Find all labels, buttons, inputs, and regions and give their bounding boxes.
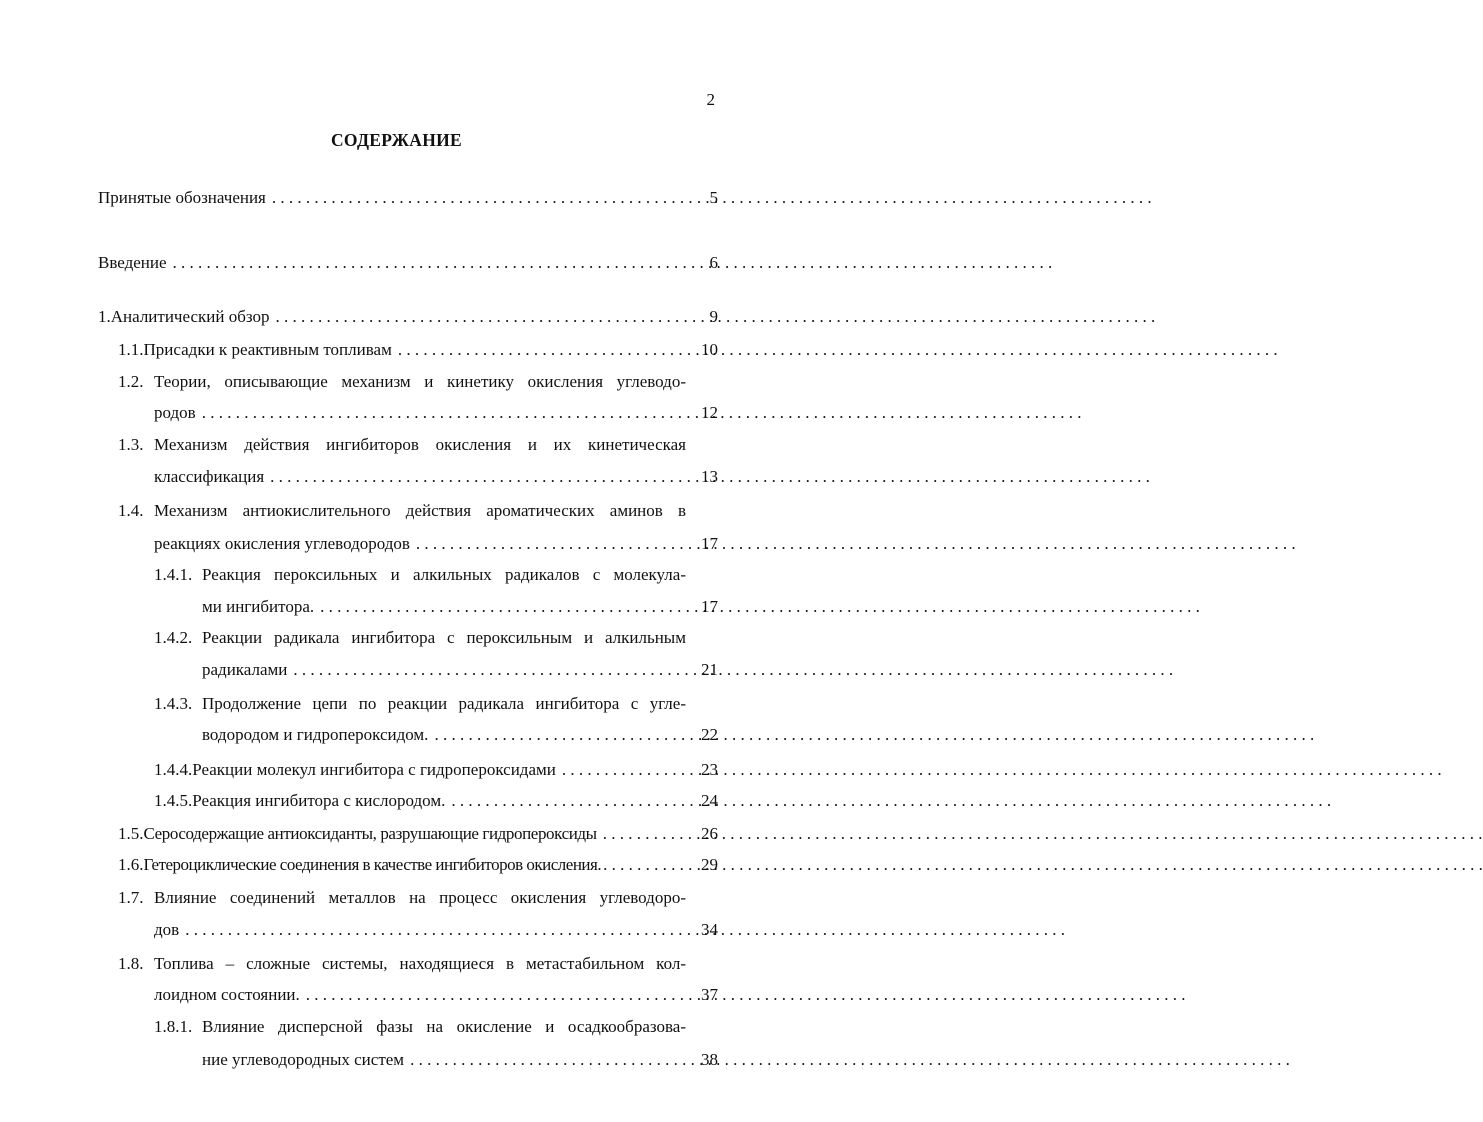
toc-entry-title-line2: реакциях окисления углеводородов	[154, 534, 410, 553]
toc-entry-title-line1: Продолжение цепи по реакции радикала ингибитора с угле-	[202, 694, 686, 713]
toc-entry-number: 1.8.1.	[154, 1017, 193, 1036]
toc-entry-number: 1.6.	[118, 855, 144, 874]
dot-leader	[266, 188, 688, 208]
toc-page-number: 29	[701, 855, 718, 874]
toc-entry-title: Реакция ингибитора с кислородом.	[192, 791, 446, 810]
toc-page-number: 24	[701, 791, 718, 810]
toc-entry-title-line1: Топлива – сложные системы, находящиеся в метастабильном кол-	[154, 954, 686, 973]
toc-page-number: 6	[709, 253, 718, 272]
toc-page-number: 17	[701, 597, 718, 616]
dot-leader	[179, 920, 688, 940]
toc-entry-title-line1: Влияние дисперсной фазы на окисление и осадкообразова-	[202, 1017, 686, 1036]
toc-page-number: 22	[701, 725, 718, 744]
dot-leader	[269, 307, 688, 327]
toc-page-number: 12	[701, 403, 718, 422]
dot-leader	[196, 403, 688, 423]
toc-page-number: 26	[701, 824, 718, 843]
toc-entry-title-line2: ми ингибитора.	[202, 597, 315, 616]
page-title: СОДЕРЖАНИЕ	[330, 130, 462, 150]
toc-entry-number: 1.4.5.	[154, 791, 193, 810]
toc-page-number: 9	[709, 307, 718, 326]
page-number: 2	[706, 90, 715, 109]
toc-entry-title: Принятые обозначения	[98, 188, 266, 207]
toc-page-number: 21	[701, 660, 718, 679]
toc-page-number: 37	[701, 985, 718, 1004]
dot-leader	[167, 253, 688, 273]
toc-page-number: 10	[701, 340, 718, 359]
toc-entry-title-line2: водородом и гидропероксидом.	[202, 725, 429, 744]
toc-entry-number: 1.	[98, 307, 111, 326]
toc-entry-title-line2: родов	[154, 403, 196, 422]
toc-entry-title: Введение	[98, 253, 167, 272]
toc-entry-number: 1.5.	[118, 824, 144, 843]
toc-entry-title-line1: Влияние соединений металлов на процесс окисления углеводоро-	[154, 888, 686, 907]
toc-entry-number: 1.3.	[118, 435, 144, 454]
toc-entry-title: Присадки к реактивным топливам	[143, 340, 392, 359]
toc-entry-title-line2: радикалами	[202, 660, 288, 679]
toc-entry-number: 1.4.2.	[154, 628, 193, 647]
toc-page-number: 5	[709, 188, 718, 207]
toc-entry-number: 1.4.3.	[154, 694, 193, 713]
dot-leader	[392, 340, 688, 360]
toc-entry-title: Реакции молекул ингибитора с гидропероксидами	[192, 760, 556, 779]
dot-leader	[300, 985, 688, 1005]
dot-leader	[556, 760, 688, 780]
toc-entry-title-line1: Реакции радикала ингибитора с пероксильным и алкильным	[202, 628, 686, 647]
toc-entry-title: Аналитический обзор	[110, 307, 270, 326]
toc-entry-title: Серосодержащие антиоксиданты, разрушающие гидропероксиды	[143, 824, 597, 843]
dot-leader	[264, 467, 688, 487]
toc-entry-number: 1.4.4.	[154, 760, 193, 779]
toc-entry-title-line2: классификация	[154, 467, 265, 486]
toc-entry-number: 1.7.	[118, 888, 144, 907]
dot-leader	[445, 791, 688, 811]
toc-entry-number: 1.1.	[118, 340, 144, 359]
toc-entry-title-line2: ние углеводородных систем	[202, 1050, 405, 1069]
toc-page-number: 38	[701, 1050, 718, 1069]
toc-entry-title-line2: лоидном состоянии.	[154, 985, 300, 1004]
dot-leader	[601, 855, 688, 875]
toc-entry-title-line2: дов	[154, 920, 180, 939]
toc-entry-number: 1.2.	[118, 372, 144, 391]
toc-page-number: 34	[701, 920, 718, 939]
toc-entry-number: 1.4.	[118, 501, 144, 520]
dot-leader	[428, 725, 688, 745]
toc-page-number: 13	[701, 467, 718, 486]
dot-leader	[404, 1050, 688, 1070]
dot-leader	[597, 824, 688, 844]
toc-page-number: 17	[701, 534, 718, 553]
toc-entry-title-line1: Теории, описывающие механизм и кинетику окисления углеводо-	[154, 372, 686, 391]
toc-entry-title-line1: Механизм действия ингибиторов окисления и их кинетическая	[154, 435, 686, 454]
dot-leader	[287, 660, 688, 680]
toc-entry-title-line1: Механизм антиокислительного действия ароматических аминов в	[154, 501, 686, 520]
dot-leader	[410, 534, 688, 554]
dot-leader	[314, 597, 688, 617]
toc-page-number: 23	[701, 760, 718, 779]
toc-entry-title-line1: Реакция пероксильных и алкильных радикалов с молекула-	[202, 565, 686, 584]
toc-entry-title: Гетероциклические соединения в качестве ингибиторов окисления.	[143, 855, 602, 874]
toc-entry-number: 1.4.1.	[154, 565, 193, 584]
toc-entry-number: 1.8.	[118, 954, 144, 973]
